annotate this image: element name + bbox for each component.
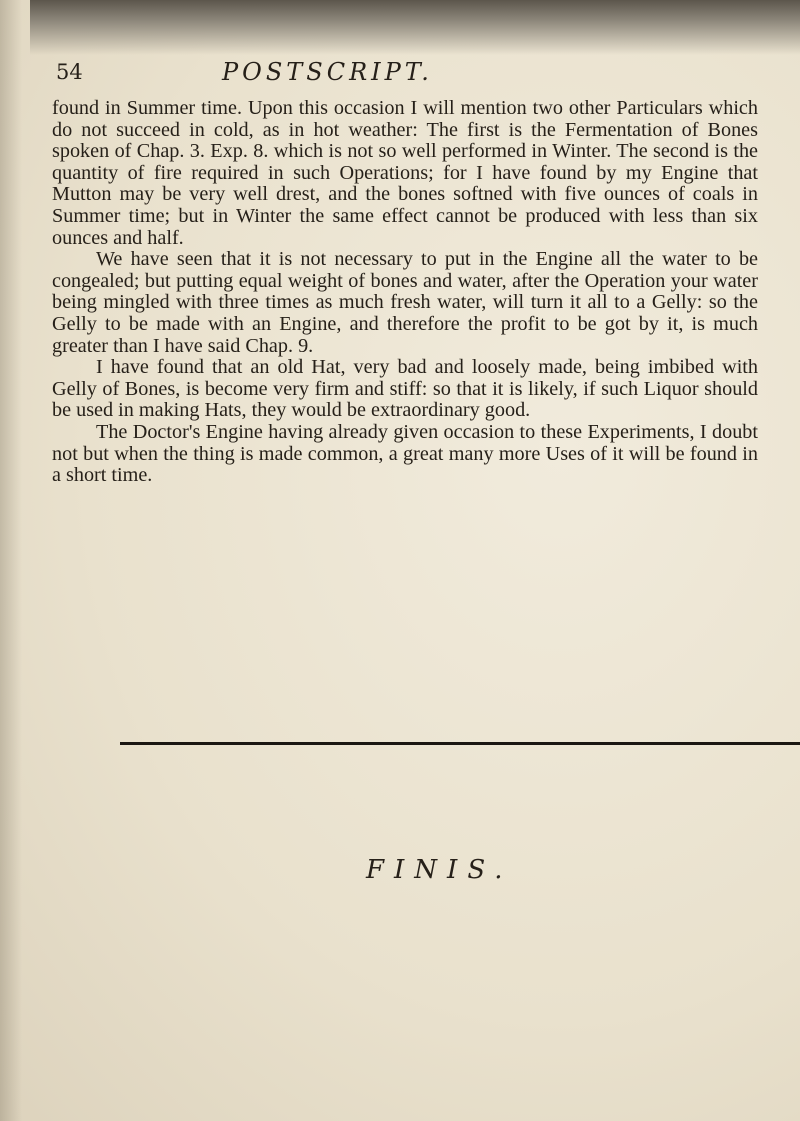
- paragraph-1: found in Summer time. Upon this occasion I will mention two other Particulars which do not succeed in cold, as in hot weather: The first is the Fermentation of Bones spoken of Chap. 3. Exp. 8. which is not so well performed in Winter. The second is the quantity of fire required in such Operations; for I have found by my Engine that Mutton may be very well drest, and the bones softned with five ounces of coals in Summer time; but in Winter the same effect cannot be produced with less than six ounces and half.: [52, 97, 758, 249]
- page-number: 54: [56, 60, 83, 84]
- running-head: POSTSCRIPT.: [222, 58, 433, 86]
- paragraph-2: We have seen that it is not necessary to put in the Engine all the water to be congealed; but putting equal weight of bones and water, after the Operation your water being mingled with three times as much fresh water, will turn it all to a Gelly: so the Gelly to be made with an Engine, and therefore the profit to be got by it, is much greater than I have said Chap. 9.: [52, 248, 758, 357]
- finis-text: FINIS.: [366, 855, 513, 885]
- page-header: [0, 60, 800, 100]
- body-text: [52, 98, 758, 487]
- paragraph-3: I have found that an old Hat, very bad and loosely made, being imbibed with Gelly of Bones, is become very firm and stiff: so that it is likely, if such Liquor should be used in making Hats, they would be extraordinary good.: [52, 356, 758, 422]
- paragraph-4: The Doctor's Engine having already given occasion to these Experiments, I doubt not but when the thing is made common, a great many more Uses of it will be found in a short time.: [52, 420, 758, 487]
- horizontal-rule: [120, 742, 800, 745]
- page-top-shadow: [30, 0, 800, 55]
